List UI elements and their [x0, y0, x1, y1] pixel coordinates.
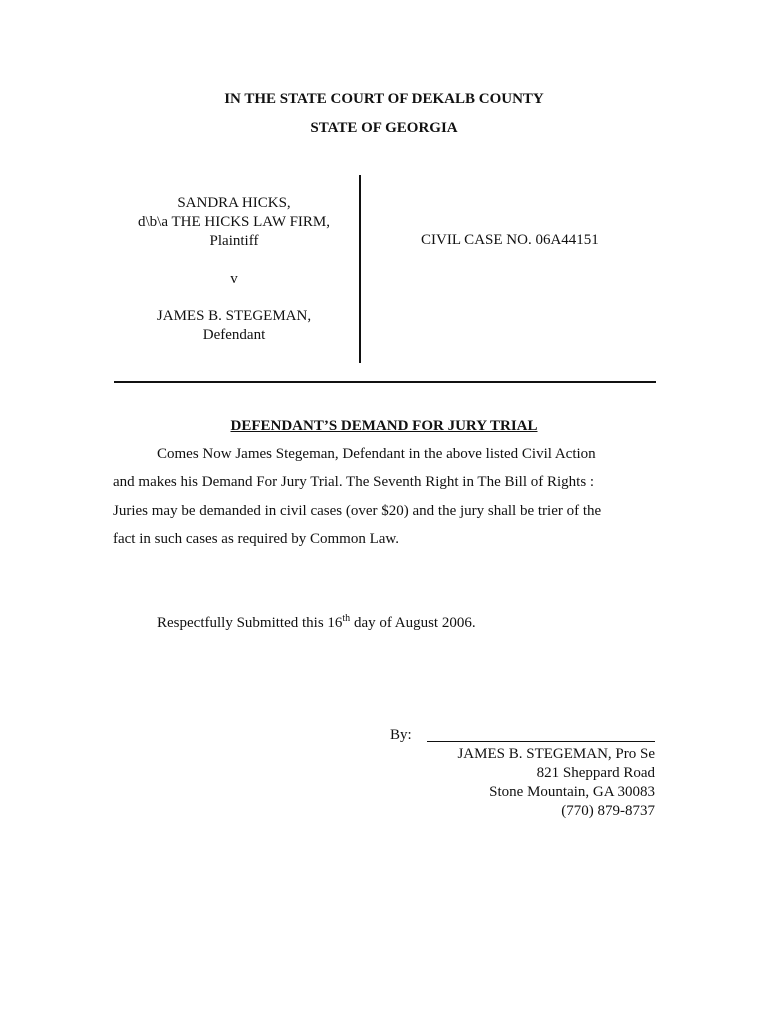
court-name-heading: IN THE STATE COURT OF DEKALB COUNTY	[224, 91, 544, 107]
body-line-2: and makes his Demand For Jury Trial. The Seventh Right in The Bill of Rights :	[113, 474, 595, 490]
signer-city-state-zip: Stone Mountain, GA 30083	[489, 784, 655, 800]
court-state-heading: STATE OF GEORGIA	[310, 120, 458, 136]
plaintiff-name: SANDRA HICKS,	[177, 195, 291, 211]
case-number: CIVIL CASE NO. 06A44151	[421, 232, 599, 248]
plaintiff-dba: d\b\a THE HICKS LAW FIRM,	[138, 214, 330, 230]
signature-line	[427, 741, 655, 742]
signer-phone: (770) 879-8737	[561, 803, 655, 819]
versus-label: v	[230, 271, 238, 287]
document-title-text: DEFENDANT’S DEMAND FOR JURY TRIAL	[230, 418, 538, 434]
defendant-role: Defendant	[202, 327, 266, 343]
submission-prefix: Respectfully Submitted this 16	[157, 615, 343, 631]
caption-vertical-divider	[359, 175, 361, 363]
body-line-4: fact in such cases as required by Common Law.	[113, 531, 400, 547]
body-line-3: Juries may be demanded in civil cases (over $20) and the jury shall be trier of the	[113, 503, 602, 519]
signer-street: 821 Sheppard Road	[536, 765, 655, 781]
defendant-name: JAMES B. STEGEMAN,	[156, 308, 312, 324]
caption-horizontal-rule	[114, 381, 656, 383]
body-line-1: Comes Now James Stegeman, Defendant in the above listed Civil Action	[157, 446, 596, 462]
plaintiff-role: Plaintiff	[209, 233, 259, 249]
signer-name: JAMES B. STEGEMAN, Pro Se	[457, 746, 655, 762]
document-title	[0, 418, 768, 435]
submission-suffix: day of August 2006.	[350, 615, 476, 631]
signature-by-label: By:	[390, 727, 412, 743]
submission-date	[157, 615, 476, 632]
submission-ordinal: th	[342, 613, 351, 624]
